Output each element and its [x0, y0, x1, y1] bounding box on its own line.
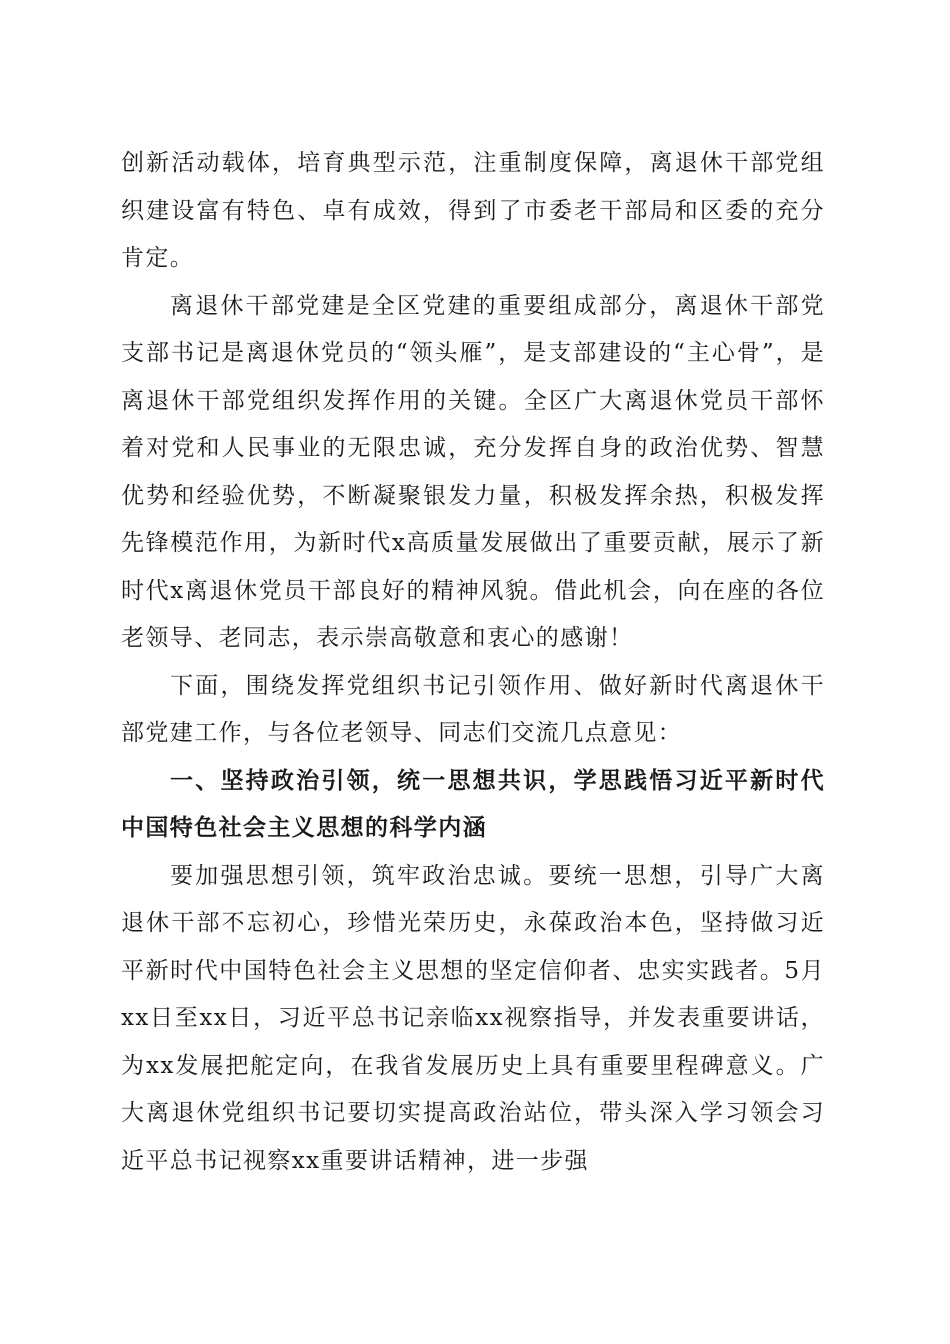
- document-body: [121, 140, 825, 1185]
- paragraph-party-building: 离退休干部党建是全区党建的重要组成部分，离退休干部党支部书记是离退休党员的“领头雁”，是支部建设的“主心骨”，是离退休干部党组织发挥作用的关键。全区广大离退休党员干部怀着对党和人民事业的无限忠诚，充分发挥自身的政治优势、智慧优势和经验优势，不断凝聚银发力量，积极发挥余热，积极发挥先锋模范作用，为新时代x高质量发展做出了重要贡献，展示了新时代x离退休党员干部良好的精神风貌。借此机会，向在座的各位老领导、老同志，表示崇高敬意和衷心的感谢！: [121, 292, 825, 651]
- paragraph-continuation: 创新活动载体，培育典型示范，注重制度保障，离退休干部党组织建设富有特色、卓有成效，得到了市委老干部局和区委的充分肯定。: [121, 150, 825, 271]
- section-heading-1: 一、坚持政治引领，统一思想共识，学思践悟习近平新时代中国特色社会主义思想的科学内涵: [121, 767, 825, 841]
- paragraph-political-guidance: 要加强思想引领，筑牢政治忠诚。要统一思想，引导广大离退休干部不忘初心，珍惜光荣历史，永葆政治本色，坚持做习近平新时代中国特色社会主义思想的坚定信仰者、忠实实践者。5月xx日至xx日，习近平总书记亲临xx视察指导，并发表重要讲话，为xx发展把舵定向，在我省发展历史上具有重要里程碑意义。广大离退休党组织书记要切实提高政治站位，带头深入学习领会习近平总书记视察xx重要讲话精神，进一步强: [121, 862, 825, 1174]
- paragraph-intro-opinions: 下面，围绕发挥党组织书记引领作用、做好新时代离退休干部党建工作，与各位老领导、同志们交流几点意见：: [121, 672, 825, 746]
